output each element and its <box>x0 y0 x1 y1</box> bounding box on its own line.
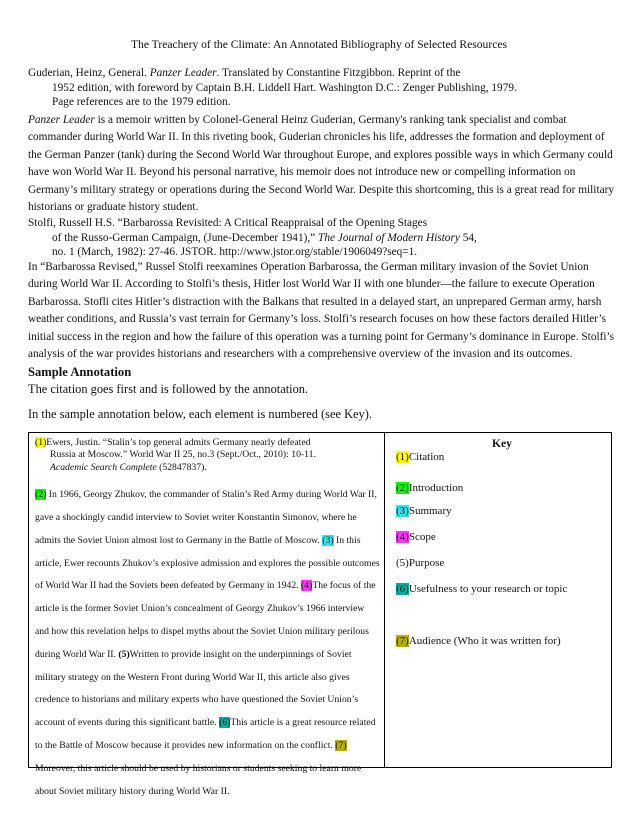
marker-4: (4) <box>301 580 313 592</box>
key-number: (5) <box>396 557 409 569</box>
annotation-text: is a memoir written by Colonel-General Heinz Guderian, Germany's ranking tank specialist and combat commander during World War II. In this riveting book, Guderian chronicles his life, addresses the formation and deployment of the German Panzer (tank) during the Second World War throughout Europe, and explores possible ways in which Germany could have won World War II. Beyond his personal narrative, his memoir does not introduce new or compelling information on Germany’s military strategy or operations during the Second World War. Despite this shortcoming, this is a great read for military historians or graduate history student. <box>28 114 615 214</box>
key-label: Usefulness to your research or topic <box>408 583 568 595</box>
citation-book-title: Panzer Leader <box>149 67 217 79</box>
key-item <box>390 451 604 464</box>
marker-2: (2) <box>35 489 47 501</box>
sample-annotation-table <box>28 432 612 797</box>
marker-5: (5) <box>118 648 130 660</box>
annotation-stolfi: In “Barbarossa Revised,” Russel Stolfi reexamines Operation Barbarossa, the German military invasion of the Soviet Union during World War II. According to Stolfi’s thesis, Hitler lost World War II with one blunder—the failure to execute Operation Barbarossa. Stofli cites Hitler’s distraction with the Balkans that resulted in a delayed start, an unprepared German army, harsh weather conditions, and Russia’s vast terrain for Germany’s loss. Stolfi’s research focuses on how these factors derailed Hitler’s initial success in the region and how the failure of this operation was a turning point for Germany’s dominance in Europe. Stolfi’s analysis of the war provides historians and researchers with a comprehensive overview of the invasion and its outcomes. <box>28 261 615 361</box>
marker-1: (1) <box>35 437 47 448</box>
citation-line: Page references are to the 1979 edition. <box>52 96 231 109</box>
sample-citation-line <box>35 437 380 449</box>
key-number: (7) <box>396 635 409 647</box>
key-number: (4) <box>396 531 409 543</box>
marker-3: (3) <box>322 534 334 546</box>
key-label: Summary <box>408 505 452 517</box>
sample-heading: Sample Annotation <box>28 365 132 379</box>
citation-guderian <box>28 66 614 110</box>
scope-text: The focus of the article is the former Soviet Union’s concealment of Georgy Zhukov’s 1966 interview and how this revelation helps to dispel myths about the Soviet Union military perilous during World War II. <box>35 580 376 660</box>
sample-annotation-cell <box>35 437 380 803</box>
citation-author: Guderian, Heinz, General. <box>28 67 150 79</box>
citation-line: 1952 edition, with foreword by Captain B.H. Liddell Hart. Washington D.C.: Zenger Publishing, 1979. <box>52 81 517 94</box>
key-item <box>390 482 604 495</box>
key-item <box>390 583 604 596</box>
citation-text: (52847837). <box>156 461 207 473</box>
marker-7: (7) <box>335 739 347 751</box>
sample-citation-line: Russia at Moscow.” World War II 25, no.3 (Sept./Oct., 2010): 10-11. <box>50 449 316 461</box>
key-label: Citation <box>408 451 445 463</box>
key-label: Introduction <box>408 482 464 494</box>
sample-citation-line <box>35 462 380 474</box>
key-title: Key <box>492 437 512 450</box>
citation-text: 54, <box>459 231 477 244</box>
key-label: Audience (Who it was written for) <box>408 635 561 647</box>
citation-text: of the Russo-German Campaign, (June-December 1941),” <box>52 231 319 244</box>
journal-title: The Journal of Modern History <box>318 231 460 244</box>
key-label: Purpose <box>408 557 445 569</box>
key-cell <box>390 437 604 647</box>
key-item <box>390 557 604 570</box>
sample-intro-line: In the sample annotation below, each element is numbered (see Key). <box>28 407 372 421</box>
sample-intro-line: The citation goes first and is followed by the annotation. <box>28 382 309 396</box>
key-number: (6) <box>396 583 409 595</box>
purpose-text: Written to provide insight on the underpinnings of Soviet military strategy on the Western Front during World War II, this article also gives credence to historians and military experts who have questioned the Soviet Union’s account of events during this significant battle. <box>35 648 359 729</box>
citation-line <box>28 231 614 246</box>
key-item <box>390 505 604 518</box>
sample-annotation-body <box>35 484 380 803</box>
citation-line <box>28 66 614 81</box>
annotation-guderian <box>28 112 618 216</box>
key-number: (3) <box>396 505 409 517</box>
column-divider <box>384 433 385 767</box>
key-item <box>390 635 604 648</box>
key-number: (2) <box>396 482 409 494</box>
key-number: (1) <box>396 451 409 463</box>
citation-details: . Translated by Constantine Fitzgibbon. Reprint of the <box>216 67 461 79</box>
citation-line: Stolfi, Russell H.S. “Barbarossa Revisited: A Critical Reappraisal of the Opening Stages <box>28 217 428 229</box>
audience-text: Moreover, this article should be used by historians or students seeking to learn more about Soviet military history during World War II. <box>35 762 362 797</box>
introduction-text: In 1966, Georgy Zhukov, the commander of Stalin’s Red Army during World War II, gave a shockingly candid interview to Soviet writer Konstantin Simonov, where he admits the Soviet Union almost lost to Germany in the Battle of Moscow. <box>35 489 377 546</box>
usefulness-text: This article is a great resource related to the Battle of Moscow because it provides new information on the conflict. <box>35 717 376 751</box>
key-item <box>390 531 604 544</box>
marker-6: (6) <box>219 717 231 729</box>
citation-line: no. 1 (March, 1982): 27-46. JSTOR. http://www.jstor.org/stable/1906049?seq=1. <box>52 246 418 259</box>
database-name: Academic Search Complete <box>50 461 157 473</box>
citation-stolfi <box>28 216 614 260</box>
citation-text: Ewers, Justin. “Stalin’s top general admits Germany nearly defeated <box>46 437 311 448</box>
book-title: Panzer Leader <box>28 114 95 126</box>
key-label: Scope <box>408 531 436 543</box>
page-title: The Treachery of the Climate: An Annotated Bibliography of Selected Resources <box>130 38 508 51</box>
summary-text: In this article, Ewer recounts Zhukov’s explosive admission and explores the possible outcomes of World War II had the Soviets been defeated by Germany in 1942. <box>35 534 380 592</box>
